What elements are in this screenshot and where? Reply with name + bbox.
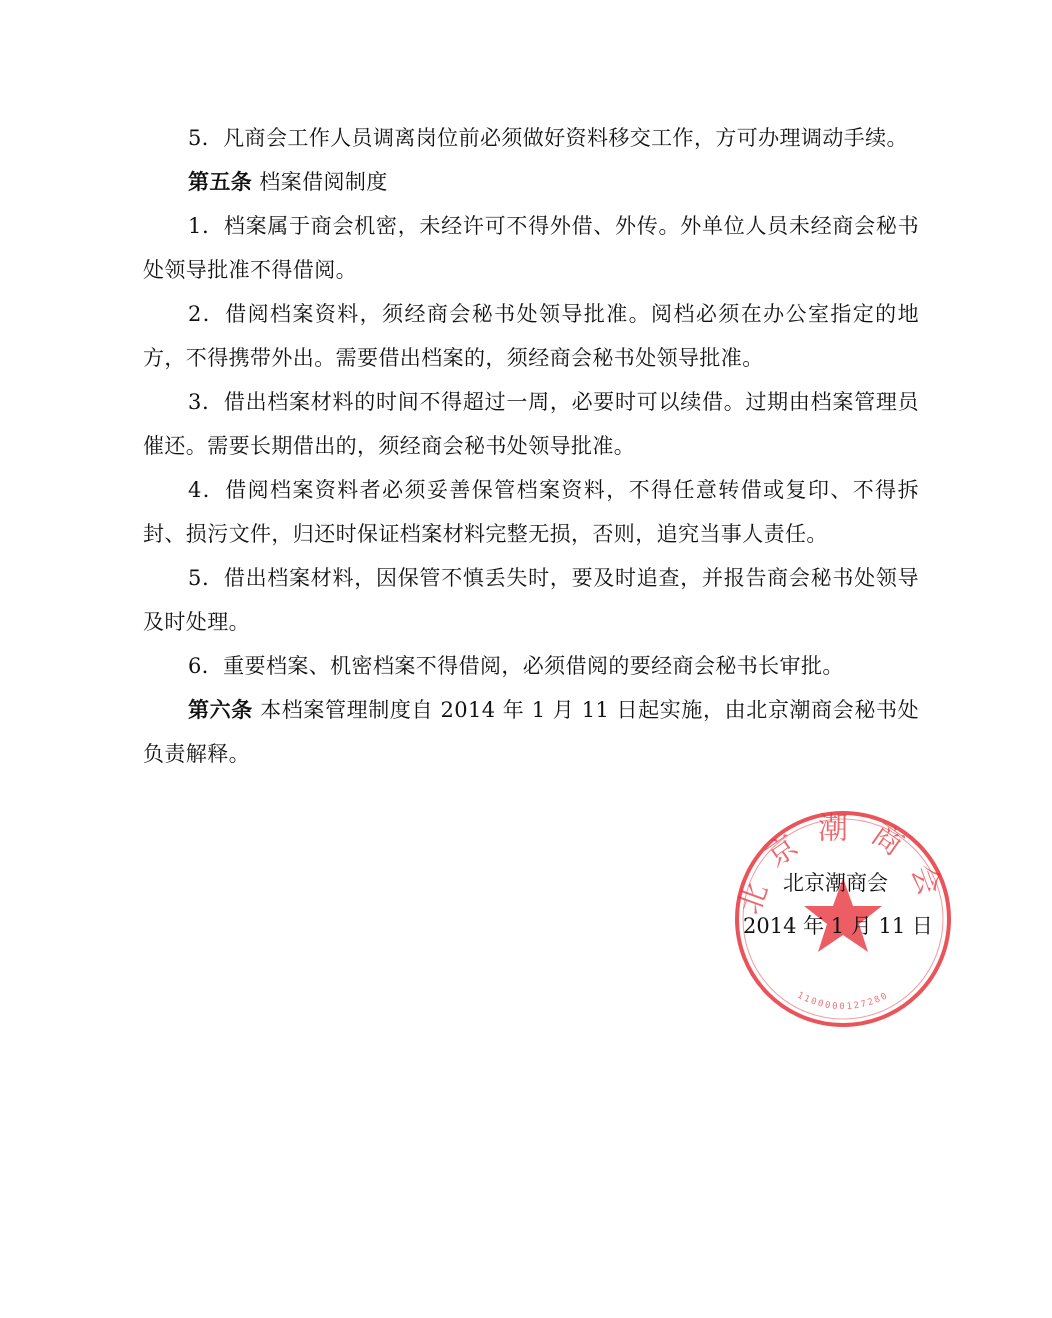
paragraph-text: 5．凡商会工作人员调离岗位前必须做好资料移交工作，方可办理调动手续。 [188, 126, 908, 150]
article-text: 本档案管理制度自 2014 年 1 月 11 日起实施，由北京潮商会秘书处负责解释。 [143, 698, 920, 766]
article-title: 档案借阅制度 [252, 170, 388, 194]
paragraph-item-2 [143, 292, 919, 380]
paragraph-item-6 [143, 644, 919, 688]
document-body [143, 116, 919, 776]
paragraph-text: 4．借阅档案资料者必须妥善保管档案资料，不得任意转借或复印、不得拆封、损污文件，归还时保证档案材料完整无损，否则，追究当事人责任。 [143, 478, 919, 546]
paragraph-text: 1．档案属于商会机密，未经许可不得外借、外传。外单位人员未经商会秘书处领导批准不得借阅。 [143, 214, 919, 282]
article-6 [143, 688, 919, 776]
paragraph-item-3 [143, 380, 919, 468]
paragraph-text: 5．借出档案材料，因保管不慎丢失时，要及时追查，并报告商会秘书处领导及时处理。 [143, 566, 919, 634]
seal-arc-text: 北京潮商会 [732, 811, 954, 919]
article-5-heading [143, 160, 919, 204]
paragraph-item-5 [143, 556, 919, 644]
paragraph-item-5-handover [143, 116, 919, 160]
article-number: 第六条 [188, 698, 253, 722]
article-number: 第五条 [188, 170, 253, 194]
seal-number: 1100000127280 [795, 990, 891, 1013]
signature-organization: 北京潮商会 [783, 871, 888, 895]
paragraph-text: 6．重要档案、机密档案不得借阅，必须借阅的要经商会秘书长审批。 [188, 654, 844, 678]
paragraph-text: 3．借出档案材料的时间不得超过一周，必要时可以续借。过期由档案管理员催还。需要长期借出的，须经商会秘书处领导批准。 [143, 390, 919, 458]
paragraph-text: 2．借阅档案资料，须经商会秘书处领导批准。阅档必须在办公室指定的地方，不得携带外出。需要借出档案的，须经商会秘书处领导批准。 [143, 302, 919, 370]
paragraph-item-4 [143, 468, 919, 556]
signature-date: 2014 年 1 月 11 日 [743, 914, 933, 938]
paragraph-item-1 [143, 204, 919, 292]
